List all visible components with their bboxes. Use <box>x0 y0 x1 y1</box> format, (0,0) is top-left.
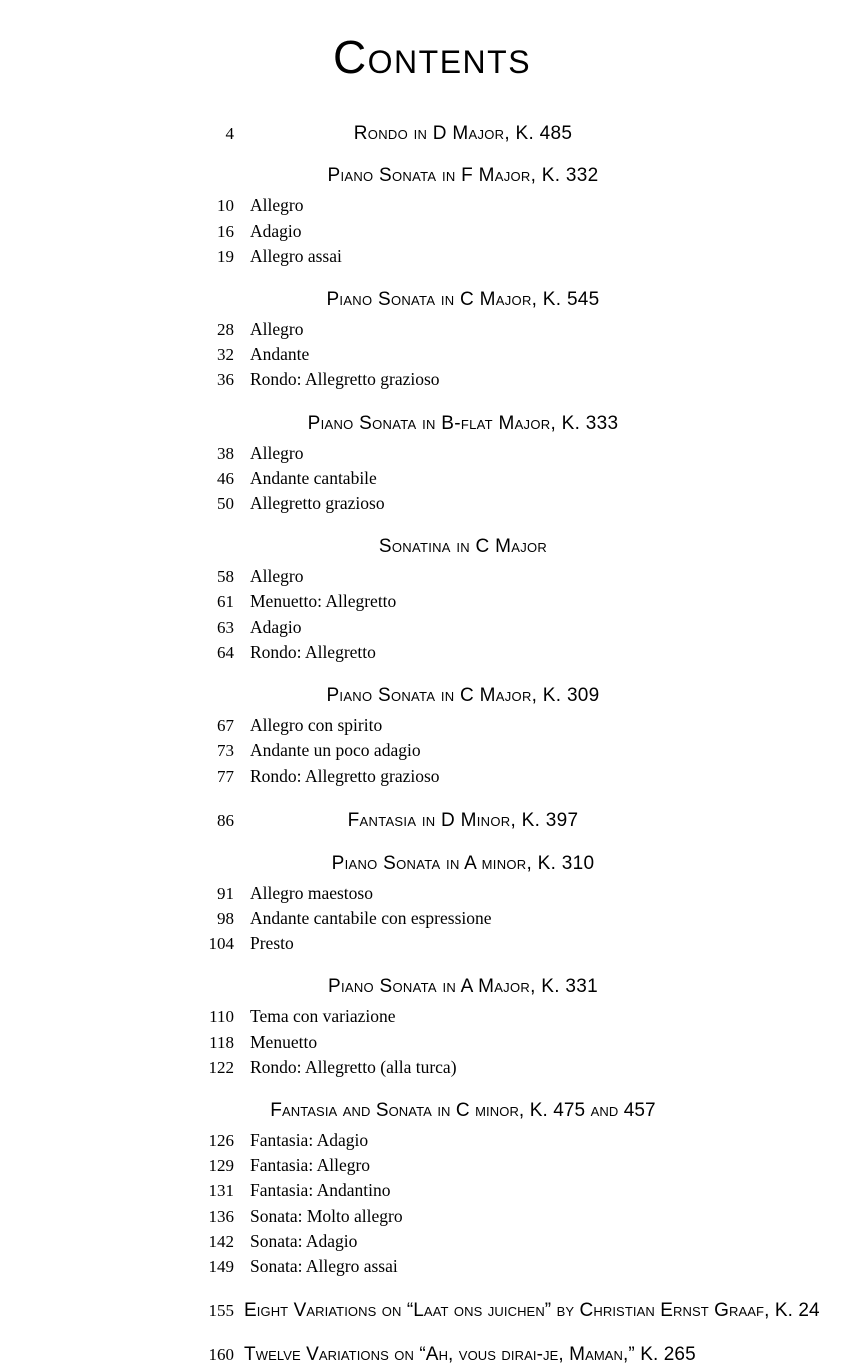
work-title: Piano Sonata in C Major, K. 309 <box>326 685 600 707</box>
toc-work-heading-row[interactable] <box>182 413 682 435</box>
page-number: 73 <box>217 741 234 761</box>
toc-work-heading-row[interactable] <box>182 289 682 311</box>
toc-movement-entry[interactable] <box>182 492 682 515</box>
page-number: 98 <box>217 908 234 928</box>
toc-movement-entry[interactable] <box>182 590 682 613</box>
toc-movement-entry[interactable] <box>182 1005 682 1028</box>
toc-movement-entry[interactable] <box>182 1056 682 1079</box>
toc-movement-entry[interactable] <box>182 1179 682 1202</box>
page-number: 36 <box>217 370 234 390</box>
page-number: 63 <box>217 617 234 637</box>
movement-title: Rondo: Allegretto (alla turca) <box>250 1056 457 1077</box>
movement-title: Allegretto grazioso <box>250 493 385 514</box>
movement-title: Rondo: Allegretto <box>250 642 376 662</box>
toc-movement-entry[interactable] <box>182 220 682 243</box>
page-number: 91 <box>217 883 234 903</box>
toc-work-entry[interactable] <box>182 810 682 832</box>
toc-movement-entry[interactable] <box>182 565 682 588</box>
movement-title: Allegro con spirito <box>250 715 383 736</box>
page-number: 77 <box>217 766 234 786</box>
page-number: 38 <box>217 443 234 463</box>
page-number: 4 <box>225 123 234 143</box>
toc-movement-entry[interactable] <box>182 245 682 268</box>
toc-movement-entry[interactable] <box>182 907 682 930</box>
toc-work-entry[interactable] <box>182 1300 820 1322</box>
toc-group <box>182 123 682 145</box>
toc-movement-entry[interactable] <box>182 442 682 465</box>
page-number: 16 <box>217 221 234 241</box>
toc-movement-entry[interactable] <box>182 318 682 341</box>
work-title: Sonatina in C Major <box>378 536 548 558</box>
page-number: 86 <box>217 810 234 830</box>
toc-group <box>182 685 682 788</box>
toc-group <box>182 853 682 956</box>
page-number: 61 <box>217 592 234 612</box>
toc-movement-entry[interactable] <box>182 739 682 762</box>
work-title: Fantasia and Sonata in C minor, K. 475 and 457 <box>270 1100 656 1122</box>
page-number: 118 <box>209 1032 234 1052</box>
movement-title: Allegro <box>250 318 304 339</box>
toc-movement-entry[interactable] <box>182 932 682 955</box>
toc-movement-entry[interactable] <box>182 1255 682 1278</box>
toc-work-heading-row[interactable] <box>182 853 682 875</box>
movement-title: Allegro maestoso <box>250 882 373 903</box>
movement-title: Sonata: Adagio <box>250 1230 358 1251</box>
page-number: 160 <box>208 1345 234 1365</box>
movement-title: Andante un poco adagio <box>250 740 421 761</box>
work-title: Piano Sonata in A minor, K. 310 <box>331 852 595 874</box>
work-title: Rondo in D Major, K. 485 <box>353 122 573 144</box>
page-number: 149 <box>208 1257 234 1277</box>
toc-group <box>182 536 682 664</box>
movement-title: Tema con variazione <box>250 1006 396 1027</box>
toc-movement-entry[interactable] <box>182 714 682 737</box>
toc-movement-entry[interactable] <box>182 1154 682 1177</box>
toc-movement-entry[interactable] <box>182 1031 682 1054</box>
work-title: Twelve Variations on “Ah, vous dirai-je, Maman,” K. 265 <box>244 1344 696 1366</box>
page-number: 122 <box>208 1057 234 1077</box>
toc-movement-entry[interactable] <box>182 616 682 639</box>
movement-title: Sonata: Molto allegro <box>250 1205 403 1226</box>
work-title: Eight Variations on “Laat ons juichen” by Christian Ernst Graaf, K. 24 <box>244 1300 820 1322</box>
page-number: 126 <box>208 1130 234 1150</box>
page-number: 67 <box>217 716 234 736</box>
toc-work-heading-row[interactable] <box>182 1100 682 1122</box>
toc-work-entry[interactable] <box>182 123 682 145</box>
page-number: 64 <box>217 643 234 662</box>
toc-work-entry[interactable] <box>182 1344 696 1366</box>
movement-title: Andante <box>250 344 310 365</box>
movement-title: Menuetto <box>250 1031 318 1052</box>
work-title: Piano Sonata in C Major, K. 545 <box>326 289 600 311</box>
work-title: Piano Sonata in B-flat Major, K. 333 <box>307 412 619 434</box>
movement-title: Allegro <box>250 442 304 463</box>
movement-title: Andante cantabile con espressione <box>250 907 492 928</box>
movement-title: Fantasia: Allegro <box>250 1155 371 1176</box>
work-title: Piano Sonata in A Major, K. 331 <box>328 976 598 998</box>
toc-movement-entry[interactable] <box>182 882 682 905</box>
toc-group <box>182 289 682 392</box>
toc-group <box>182 413 682 516</box>
toc-group <box>182 1100 682 1278</box>
page-title: Contents <box>332 31 532 83</box>
movement-title: Adagio <box>250 220 302 241</box>
toc-movement-entry[interactable] <box>182 1129 682 1152</box>
toc-group <box>182 1344 696 1366</box>
toc-movement-entry[interactable] <box>182 641 682 664</box>
page-number: 10 <box>217 196 234 216</box>
movement-title: Adagio <box>250 616 302 637</box>
movement-title: Allegro <box>250 566 304 587</box>
toc-work-heading-row[interactable] <box>182 165 682 187</box>
page-number: 104 <box>208 934 234 954</box>
movement-title: Fantasia: Adagio <box>250 1129 369 1150</box>
movement-title: Sonata: Allegro assai <box>250 1256 398 1277</box>
page-number: 28 <box>217 319 234 339</box>
page-number: 46 <box>217 468 234 488</box>
toc-work-heading-row[interactable] <box>182 976 682 998</box>
movement-title: Fantasia: Andantino <box>250 1180 391 1201</box>
movement-title: Rondo: Allegretto grazioso <box>250 765 440 786</box>
page-number: 136 <box>208 1206 234 1226</box>
page-number: 155 <box>208 1301 234 1321</box>
movement-title: Allegro <box>250 195 304 216</box>
toc-group <box>182 165 682 268</box>
page-number: 32 <box>217 345 234 365</box>
toc-group <box>182 976 682 1079</box>
work-title: Piano Sonata in F Major, K. 332 <box>327 165 599 187</box>
page-number: 110 <box>209 1007 234 1027</box>
page-number: 58 <box>217 567 234 587</box>
toc-movement-entry[interactable] <box>182 1230 682 1253</box>
page-number: 129 <box>208 1156 234 1176</box>
movement-title: Allegro assai <box>250 245 342 266</box>
page-number: 19 <box>217 246 234 266</box>
page-number: 50 <box>217 494 234 514</box>
page-number: 142 <box>208 1231 234 1251</box>
toc-movement-entry[interactable] <box>182 765 682 788</box>
toc-movement-entry[interactable] <box>182 194 682 217</box>
movement-title: Menuetto: Allegretto <box>250 591 397 612</box>
toc-group <box>182 1300 820 1322</box>
toc-work-heading-row[interactable] <box>182 536 682 558</box>
toc-movement-entry[interactable] <box>182 467 682 490</box>
toc-entry-list <box>182 83 820 1366</box>
toc-movement-entry[interactable] <box>182 343 682 366</box>
movement-title: Andante cantabile <box>250 467 377 488</box>
movement-title: Presto <box>250 933 294 954</box>
toc-movement-entry[interactable] <box>182 1205 682 1228</box>
page-number: 131 <box>208 1181 234 1201</box>
toc-work-heading-row[interactable] <box>182 685 682 707</box>
toc-group <box>182 810 682 832</box>
work-title: Fantasia in D Minor, K. 397 <box>347 809 579 831</box>
toc-movement-entry[interactable] <box>182 368 682 391</box>
movement-title: Rondo: Allegretto grazioso <box>250 369 440 390</box>
